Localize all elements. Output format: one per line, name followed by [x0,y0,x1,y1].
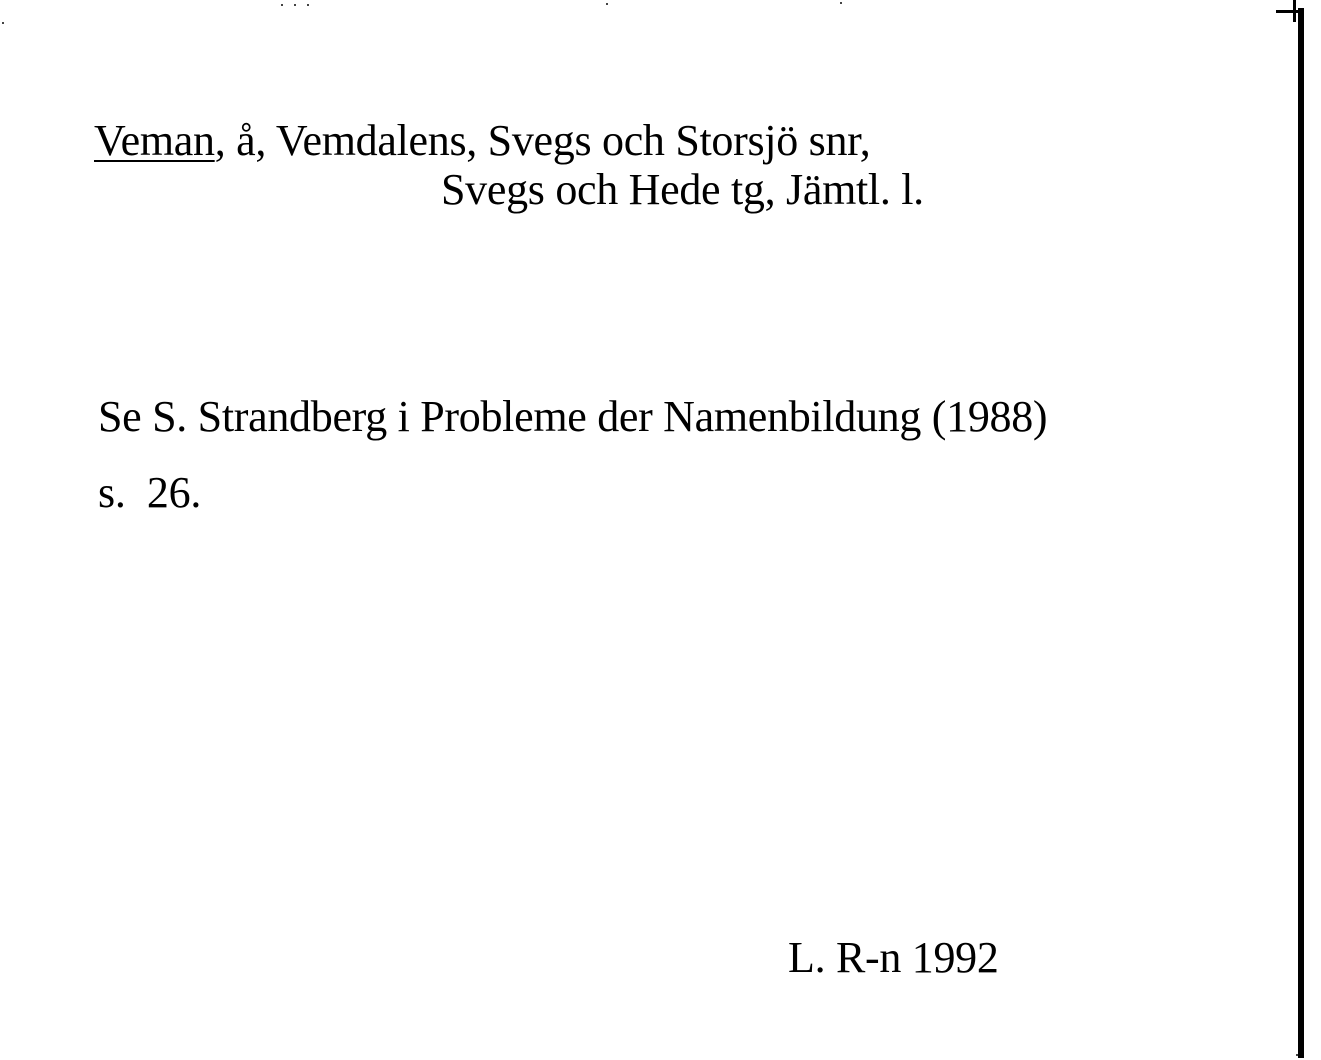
reference-line-1: Se S. Strandberg i Probleme der Namenbildung (1988) [98,392,1048,441]
card-corner-stub [1293,0,1296,22]
scan-speck [307,4,309,6]
scan-speck [1296,1054,1298,1056]
scan-speck [281,4,283,6]
heading-line-1-rest: , å, Vemdalens, Svegs och Storsjö snr, [214,116,871,165]
heading-line-1 [94,116,871,165]
scan-speck [294,4,296,6]
headword: Veman [94,116,215,165]
signature: L. R-n 1992 [788,933,999,982]
heading-line-2: Svegs och Hede tg, Jämtl. l. [441,165,924,214]
reference-line-2: s. 26. [98,468,202,517]
scan-speck [2,22,4,24]
scan-speck [606,3,608,5]
scan-speck [840,2,842,4]
card-edge-line [1298,8,1304,1058]
